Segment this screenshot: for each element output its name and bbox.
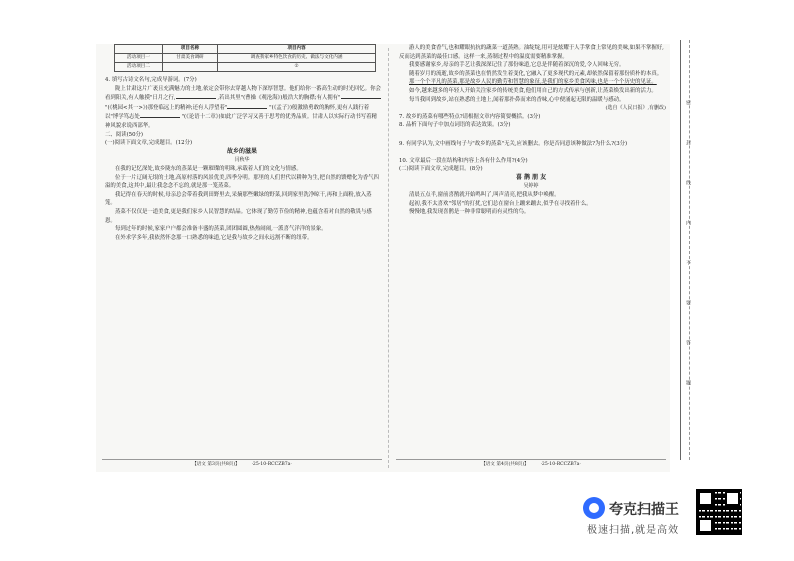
article-paragraph: 我记得在春天的时候,母亲总会带着我到田野里去,采摘那些嫩绿的野菜,回到家里洗净晾干,再和上面粉,放入蒸笼。 (105, 191, 372, 207)
seal-char: 内 (685, 220, 691, 225)
article-title: 故乡的滋果 (226, 147, 257, 155)
article-paragraph: 游人的美食香气,也和耀眼抗抗的蔬菜一道蒸熟。油绽绽,用可是炫耀于人手掌食上常见的美味,如果不掌握好,反而达到蒸菜的最佳口感。这样一来,蒸制过程中的温度需要精准掌握。 (399, 45, 664, 60)
seal-char: 封 (685, 140, 691, 145)
article-paragraph: 在我的记忆深处,故乡陇东的蒸菜是一颗璀璨的明珠,承载着人们的文化与情感。 (115, 165, 302, 172)
article-2-paragraph: 慢慢地,我发现喜鹊是一种非常聪明而有灵性的鸟。 (409, 209, 530, 216)
question-4-label: 4. 填写古诗文名句,完成导游词。(7分) (105, 77, 197, 83)
table-cell: 甘肃美食调研 (162, 54, 217, 63)
seal-char: 答 (685, 340, 691, 345)
right-page (396, 44, 666, 472)
article-paragraph: 位于一片辽阔无垠的土地,高原村落的风景优美,四季分明。那里的人们世代以耕种为生,把自然的馈赠化为香气四溢的美食,这其中,最让我念念不忘的,就是那一笼蒸菜。 (105, 174, 379, 190)
article-paragraph: 我要感谢家乡,母亲的手艺让我深深记住了那份味道,它总是伴随着深沉的爱,令人回味无穷。 (409, 62, 625, 69)
question-7: 7. 故乡的蒸菜有哪些特点?请根据文章内容简要概括。(3分) (399, 113, 541, 120)
project-table (114, 44, 376, 72)
seal-char: 要 (685, 300, 691, 305)
article-paragraph: 如今,越来越多的年轻人开始关注家乡的传统美食,他们用自己的方式传承与创新,让蒸菜焕发出新的活力。 (409, 87, 657, 94)
article-paragraph: 每当我回到故乡,站在熟悉的土地上,闻着那扑鼻而来的香味,心中便涌起无限的温暖与感动。 (409, 96, 625, 103)
reading-2-label: (二)阅读下面文章,完成题目。(8分) (399, 166, 483, 173)
page-footer: 【语文 第4页(共8页)】 ·25-10-RCCZB7a· (396, 459, 666, 470)
article-source: (选自《人民日报》,有删改) (605, 105, 666, 112)
table-header: 项目内容 (218, 45, 376, 54)
page-footer: 【语文 第3页(共8页)】 ·25-10-RCCZB7a· (102, 459, 382, 470)
table-cell: 活动项目二 (115, 63, 163, 72)
qr-code-icon[interactable] (696, 489, 742, 535)
scanner-logo-icon (583, 497, 605, 519)
brand-name: 夸克扫描王 (609, 502, 679, 518)
article-2-title: 喜 鹊 朋 友 (515, 173, 547, 181)
reading-1-label: (一)阅读下面文章,完成题目。(12分) (105, 140, 193, 147)
table-cell: ② (218, 63, 376, 72)
seal-char: 密 (685, 100, 691, 105)
scanned-exam-sheet (96, 44, 670, 472)
question-10: 10. 文章最后一段在结构和内容上各有什么作用?(4分) (399, 157, 528, 164)
left-page (102, 44, 382, 472)
article-2-paragraph: 清晨五点半,窗前喜鹊就开始鸣叫了,叫声清亮,把我从梦中唤醒。 (409, 191, 560, 198)
seal-char: 线 (685, 180, 691, 185)
seal-char: 不 (685, 260, 691, 265)
page-divider (388, 48, 389, 468)
article-author: 闫秋华 (234, 157, 250, 164)
seal-line-strip (680, 40, 699, 460)
article-2-paragraph: 起初,我不太喜欢"邻居"的打扰,它们总在窗台上蹦来蹦去,似乎在寻找着什么。 (409, 200, 592, 207)
underlined-sentence: 那一个个平凡的蒸菜,那是故乡人民的勤劳和智慧的象征,是我们的家乡美食风味,也是一个个历史的见证。 (409, 79, 657, 86)
seal-char: 题 (685, 380, 691, 385)
table-cell: 活动项目一 (115, 54, 163, 63)
section-heading: 二、阅读(50分) (105, 131, 144, 138)
question-8: 8. 品析下面句子中加点词语的表达效果。(3分) (399, 122, 511, 129)
table-cell: 调查我家乡特色饮食的历史、做法与文化内涵 (218, 54, 376, 63)
question-9: 9. 有同学认为,文中画线句子与"故乡的蒸菜"无关,应该删去。你是否同意该种做法?为什么?(3分) (399, 140, 628, 147)
table-header: 项目名称 (162, 45, 217, 54)
article-paragraph: 随着岁月的流逝,故乡的蒸菜也在悄然发生着变化,它融入了更多现代的元素,却依然保留着那份质朴的本真。 (409, 70, 663, 77)
article-paragraph: 蒸菜不仅仅是一道美食,更是我们家乡人民智慧的结晶。它体现了勤劳节俭的精神,也蕴含着对自然的敬畏与感恩。 (105, 208, 372, 224)
brand-slogan: 极速扫描,就是高效 (587, 525, 680, 536)
article-paragraph: 在外求学多年,我依然怀念那一口熟悉的味道,它是我与故乡之间永远割不断的纽带。 (115, 234, 313, 241)
question-4-text: 陇上甘肃这片广袤且充满魅力的土地,依定会带你去穿越人物下深厚智慧。他们给你一番高生动的时光回忆。你会看到阳关,有人触摸"日月之行, ,若出其里"(曹操《观沧海》)般浩大的胸襟;有人拥有" "(《桃园<其一>》)那登临远上的精神;还有人浮望着" "(《孟子》)般激励勇敢的胸怀,更有人践行着以"博学笃志处 "(《论语十二章》)如此广泛学习又善于思考的优秀品质。甘肃人以实际行动书写着精神风貌求说西部华。 (105, 85, 381, 129)
article-paragraph: 每到过年的时候,家家户户都会准备丰盛的蒸菜,团团圆圆,热热闹闹,一派喜气洋洋的景象。 (115, 226, 327, 233)
article-2-author: 吴婷婷 (523, 183, 539, 190)
table-cell (162, 63, 217, 72)
